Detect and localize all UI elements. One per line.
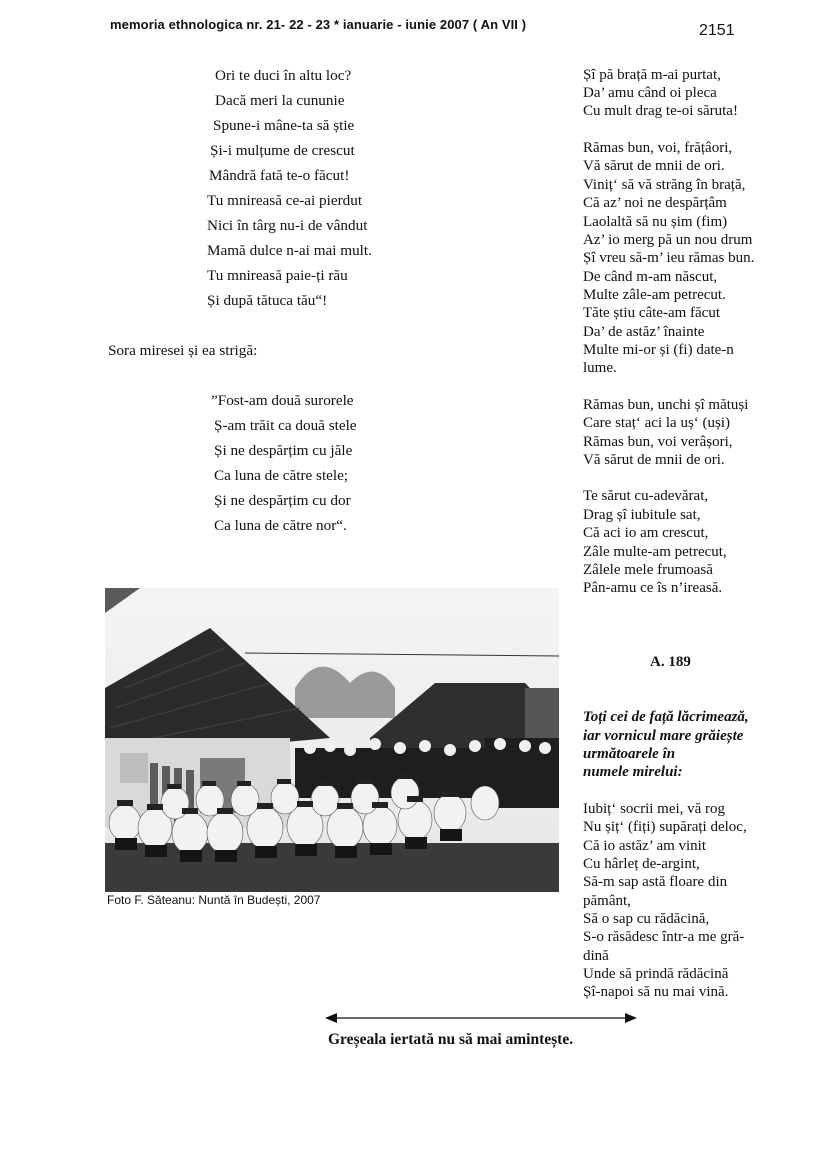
verse-line: Zâlele mele frumoasă [583,562,713,578]
verse-line: Șî-napoi să nu mai vină. [583,984,729,1000]
verse-line: Șî pă brață m-ai purtat, [583,67,721,83]
verse-line: Iubiț‘ socrii mei, vă rog [583,801,726,817]
verse-line: Că io astăz’ am vinit [583,838,707,854]
verse-line: Nu șiț‘ (fiți) supărați deloc, [583,819,747,835]
section-heading-line: Toți cei de față lăcrimează, [583,709,749,725]
verse-line: De când m-am născut, [583,269,718,285]
section-label: A. 189 [650,654,691,670]
verse-line: Unde să prindă rădăcină [583,966,729,982]
verse-line: Viniț‘ să vă străng în brață, [583,177,746,193]
photo-caption: Foto F. Săteanu: Nuntă în Budești, 2007 [107,893,321,907]
verse-line: Multe zâle-am petrecut. [583,287,726,303]
poem-line: Și ne despărțim cu jăle [214,442,353,459]
section-heading-line: următoarele în [583,746,676,762]
poem-line: Dacă meri la cununie [215,92,345,109]
journal-title: memoria ethnologica nr. 21- 22 - 23 [110,17,334,32]
verse-line: Rămas bun, voi verâșori, [583,434,733,450]
poem-line: Ca luna de către nor“. [214,517,347,534]
verse-line: Az’ io merg pă un nou drum [583,232,753,248]
poem-line: Și după tătuca tău“! [207,292,328,309]
verse-line: Cu mult drag te-oi săruta! [583,103,738,119]
section-heading-line: iar vornicul mare grăiește [583,728,744,744]
poem-line: Și ne despărțim cu dor [214,492,351,509]
poem-line: Tu mnireasă ce-ai pierdut [207,192,363,209]
verse-line: Tăte știu câte-am făcut [583,305,721,321]
verse-line: Rămas bun, voi, frățâori, [583,140,733,156]
verse-line: Cu hârleț de-argint, [583,856,700,872]
poem-line: Nici în târg nu-i de vândut [207,217,368,234]
verse-line: Laolaltă să nu șim (fim) [583,214,728,230]
verse-line: S-o răsădesc într-a me gră- [583,929,745,945]
verse-line: Drag șî iubitule sat, [583,507,701,523]
verse-line: Rămas bun, unchi șî mătuși [583,397,749,413]
journal-issue: ianuarie - iunie 2007 ( An VII ) [339,17,527,32]
verse-line: Să o sap cu rădăcină, [583,911,710,927]
poem-line: Și-i mulțume de crescut [210,142,355,159]
verse-line: pământ, [583,893,631,909]
poem-line: Ori te duci în altu loc? [215,67,352,84]
poem-line: ”Fost-am două surorele [211,392,354,409]
double-arrow-divider [325,1011,637,1025]
separator-star: * [333,17,340,32]
journal-header [110,17,526,32]
verse-line: Vă sărut de mnii de ori. [583,158,725,174]
verse-line: Că az’ noi ne despărțâm [583,195,727,211]
verse-line: Șî vreu să-m’ ieu rămas bun. [583,250,755,266]
verse-line: Zâle multe-am petrecut, [583,544,727,560]
poem-line: Ca luna de către stele; [214,467,349,484]
verse-line: Pân-amu ce îs n’ireasă. [583,580,723,596]
poem-line: Mamă dulce n-ai mai mult. [207,242,372,259]
verse-line: Că aci io am crescut, [583,525,709,541]
intro-line: Sora miresei și ea strigă: [108,342,258,359]
poem-line: Mândră fată te-o făcut! [209,167,350,184]
verse-line: Să-m sap astă floare din [583,874,728,890]
verse-line: lume. [583,360,617,376]
verse-line: Multe mi-or și (fi) date-n [583,342,734,358]
poem-line: Tu mnireasă paie-ți rău [207,267,348,284]
page-number: 2151 [699,22,735,39]
verse-line: Vă sărut de mnii de ori. [583,452,725,468]
wedding-photo [105,588,559,892]
verse-line: Da’ amu când oi pleca [583,85,717,101]
verse-line: dină [583,948,609,964]
closing-proverb: Greșeala iertată nu să mai amintește. [328,1031,574,1048]
section-heading-line: numele mirelui: [583,764,683,780]
verse-line: Care staț‘ aci la uș‘ (uși) [583,415,731,431]
poem-line: Spune-i mâne-ta să știe [213,117,355,134]
verse-line: Da’ de astăz’ înainte [583,324,705,340]
poem-line: Ș-am trăit ca două stele [214,417,357,434]
verse-line: Te sărut cu-adevărat, [583,488,709,504]
